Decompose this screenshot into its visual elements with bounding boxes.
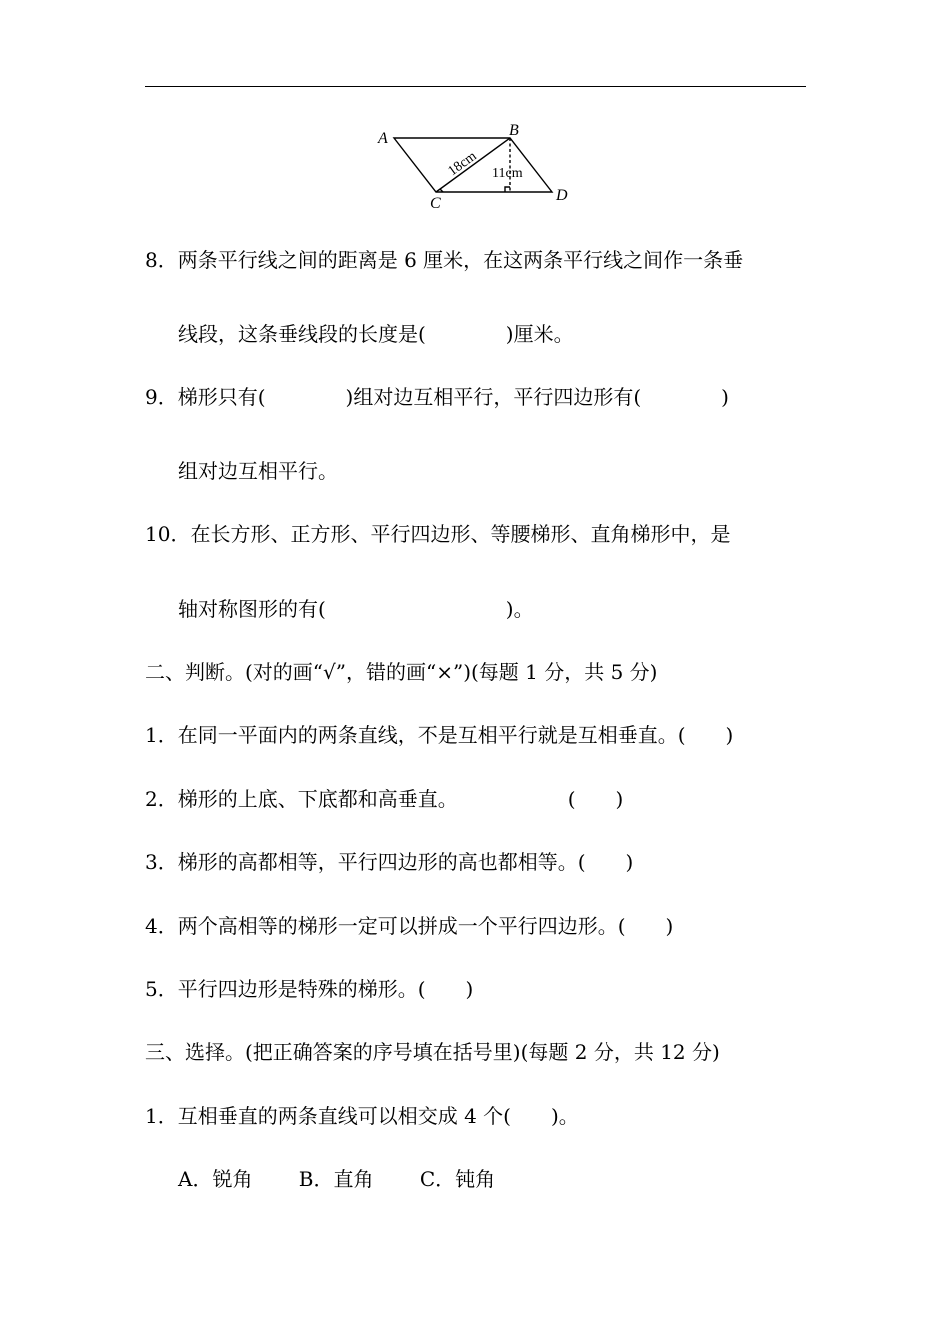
section-3-heading: 三、选择。(把正确答案的序号填在括号里)(每题 2 分，共 12 分) [145,1040,720,1064]
vertex-d-label: D [556,187,568,204]
section-2-heading: 二、判断。(对的画“√”，错的画“×”)(每题 1 分，共 5 分) [145,660,658,684]
judgment-1: 1．在同一平面内的两条直线，不是互相平行就是互相垂直。( ) [145,723,734,747]
choice-1-question: 1．互相垂直的两条直线可以相交成 4 个( )。 [145,1104,579,1128]
diagonal-measure-label: 18cm [445,148,480,180]
parallelogram-figure [370,118,580,218]
question-10-line-2: 轴对称图形的有( )。 [178,597,534,621]
choice-1-options: A．锐角 B．直角 C．钝角 [178,1167,496,1191]
header-rule [145,86,806,87]
question-9-line-1: 9．梯形只有( )组对边互相平行，平行四边形有( ) [145,385,729,409]
question-9-line-2: 组对边互相平行。 [178,459,338,483]
vertex-c-label: C [430,195,441,212]
vertex-b-label: B [509,122,519,139]
question-10-line-1: 10．在长方形、正方形、平行四边形、等腰梯形、直角梯形中，是 [145,522,731,546]
judgment-4: 4．两个高相等的梯形一定可以拼成一个平行四边形。( ) [145,914,674,938]
height-measure-label: 11cm [492,166,523,181]
question-8-line-2: 线段，这条垂线段的长度是( )厘米。 [178,322,574,346]
judgment-5: 5．平行四边形是特殊的梯形。( ) [145,977,474,1001]
question-8-line-1: 8．两条平行线之间的距离是 6 厘米，在这两条平行线之间作一条垂 [145,248,744,272]
judgment-2: 2．梯形的上底、下底都和高垂直。 ( ) [145,787,624,811]
right-angle-mark-bottom [505,187,510,192]
vertex-a-label: A [378,130,388,147]
judgment-3: 3．梯形的高都相等，平行四边形的高也都相等。( ) [145,850,634,874]
